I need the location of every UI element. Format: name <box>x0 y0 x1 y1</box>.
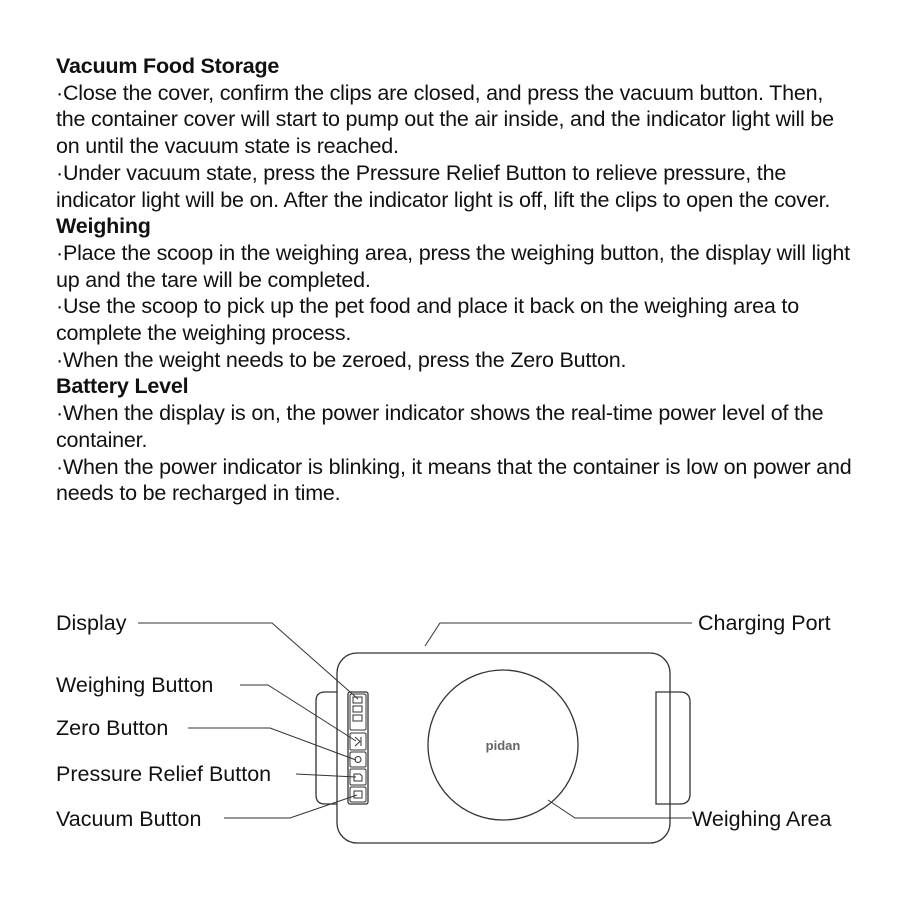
section-heading: Battery Level <box>56 374 189 399</box>
label-pressure-relief-button: Pressure Relief Button <box>56 762 272 786</box>
label-vacuum-button: Vacuum Button <box>56 807 202 831</box>
instruction-paragraph: ·Use the scoop to pick up the pet food and place it back on the weighing area to complete the weighing process. <box>56 294 799 346</box>
label-charging-port: Charging Port <box>698 611 831 635</box>
display-digit-icon <box>353 715 362 721</box>
instruction-paragraph: ·When the power indicator is blinking, it means that the container is low on power and needs to be recharged in time. <box>56 454 852 506</box>
label-weighing-area: Weighing Area <box>692 807 832 831</box>
display-digit-icon <box>353 706 362 712</box>
instruction-paragraph: ·When the weight needs to be zeroed, press the Zero Button. <box>56 347 627 372</box>
vacuum-icon <box>354 791 362 798</box>
vacuum-button <box>350 787 366 802</box>
label-display: Display <box>56 611 127 635</box>
button-icons <box>353 697 362 798</box>
pressure-relief-icon <box>354 774 362 781</box>
instruction-paragraph: ·Close the cover, confirm the clips are closed, and press the vacuum button. Then, the container cover will start to pump out the air inside, and the indicator light will be on until the vacuum state is reached. <box>56 80 834 159</box>
instruction-paragraph: ·Under vacuum state, press the Pressure Relief Button to relieve pressure, the indicator light will be on. After the indicator light is off, lift the clips to open the cover. <box>56 160 831 212</box>
section-heading: Weighing <box>56 214 151 239</box>
control-panel-buttons <box>350 694 366 802</box>
weighing-button <box>350 733 366 750</box>
label-zero-button: Zero Button <box>56 716 169 740</box>
label-weighing-button: Weighing Button <box>56 673 214 697</box>
charging-port-leader <box>425 623 692 646</box>
left-clip <box>316 692 337 804</box>
pidan-logo: pidan <box>485 738 521 753</box>
weighing-icon <box>355 737 361 746</box>
instruction-paragraph: ·Place the scoop in the weighing area, press the weighing button, the display will light up and the tare will be completed. <box>56 240 850 292</box>
pressure-relief-leader <box>296 774 356 777</box>
zero-button-leader <box>188 728 356 760</box>
leader-lines <box>138 623 692 818</box>
section-heading: Vacuum Food Storage <box>56 54 280 78</box>
instruction-paragraph: ·When the display is on, the power indicator shows the real-time power level of the container. <box>56 401 824 452</box>
weighing-button-leader <box>240 685 356 741</box>
zero-button <box>350 752 366 767</box>
right-clip <box>656 692 690 804</box>
